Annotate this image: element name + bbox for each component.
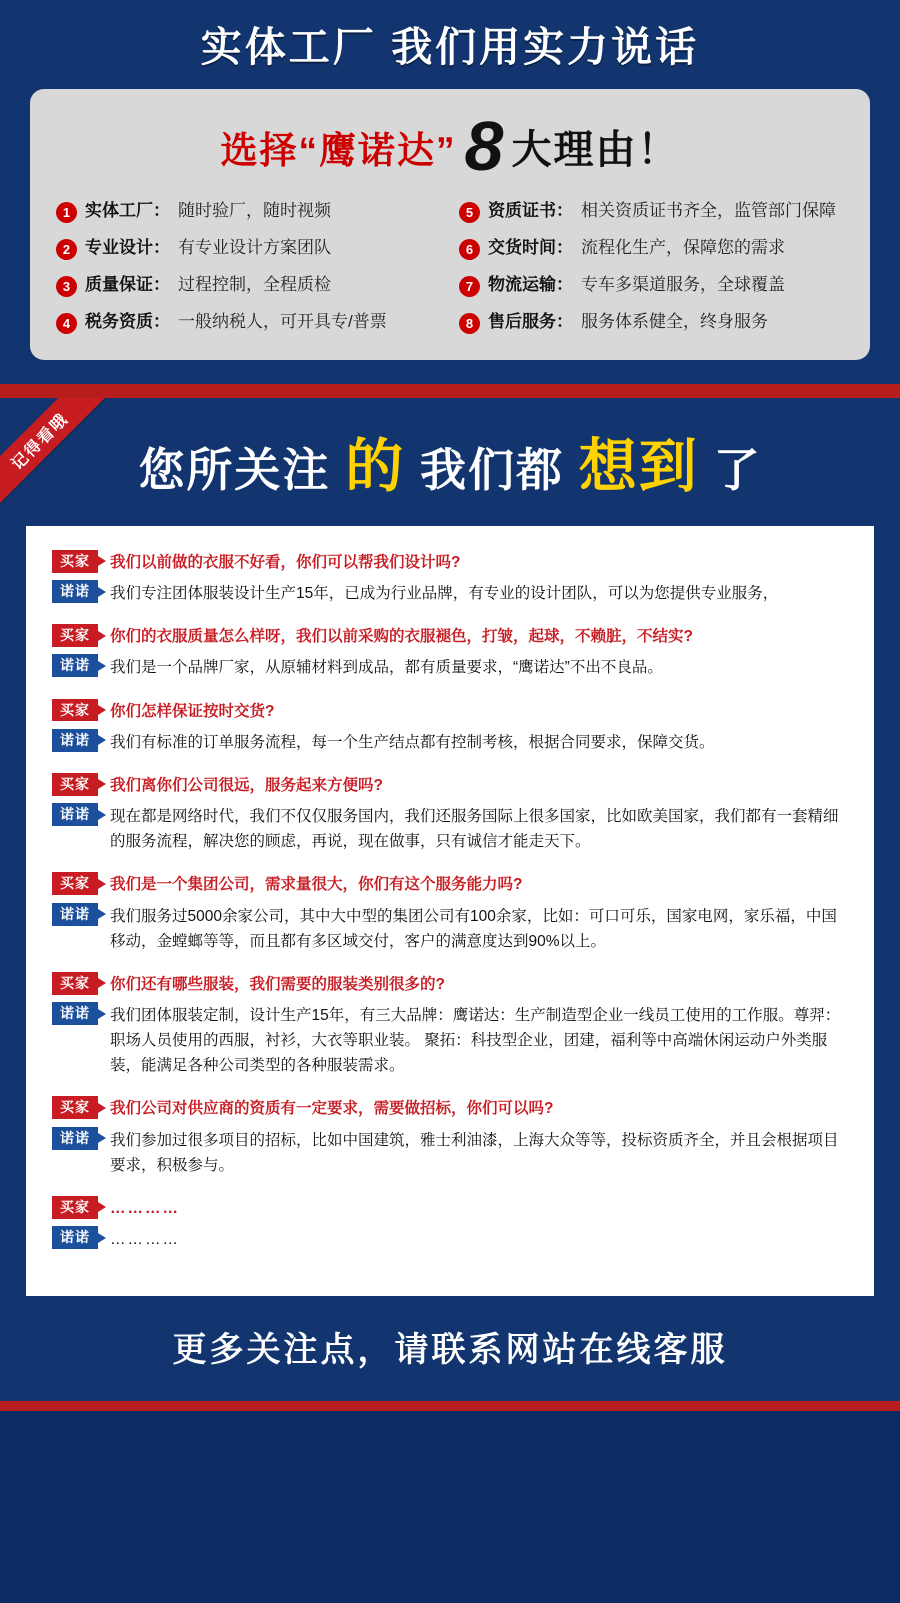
eight-reasons-card [30,89,870,360]
reason-label: 实体工厂： [85,201,170,221]
reason-text: 流程化生产，保障您的需求 [581,238,785,258]
faq-title-part-3: 我们都 [420,444,564,497]
faq-question-text: 你们的衣服质量怎么样呀，我们以前采购的衣服褪色，打皱，起球，不赖脏，不结实? [110,628,693,646]
reason-text: 过程控制，全程质检 [178,275,331,295]
reason-item [459,274,844,297]
faq-answer-line [52,580,848,606]
seller-tag: 诺诺 [52,1226,98,1249]
buyer-tag: 买家 [52,972,98,995]
reason-number-badge: 8 [459,313,480,334]
reason-label: 售后服务： [488,312,573,332]
reason-text: 相关资质证书齐全，监管部门保障 [581,201,836,221]
reason-number-badge: 1 [56,202,77,223]
buyer-tag: 买家 [52,1096,98,1119]
reason-label: 质量保证： [85,275,170,295]
reason-item [56,237,441,260]
faq-answer-line [52,1127,848,1178]
seller-tag: 诺诺 [52,903,98,926]
faq-answer-line [52,803,848,854]
faq-question-line [52,872,848,896]
reason-number-badge: 3 [56,276,77,297]
reason-item [56,200,441,223]
buyer-tag: 买家 [52,699,98,722]
faq-answer-line [52,729,848,755]
reason-item [459,311,844,334]
faq-question-text: 我们公司对供应商的资质有一定要求，需要做招标，你们可以吗? [110,1100,554,1118]
reason-item [56,311,441,334]
reason-text: 有专业设计方案团队 [178,238,331,258]
reason-label: 物流运输： [488,275,573,295]
faq-answer-line [52,654,848,680]
faq-card [26,526,874,1296]
faq-question-line [52,550,848,574]
buyer-tag: 买家 [52,773,98,796]
faq-question-line [52,1096,848,1120]
faq-answer-line [52,903,848,954]
reason-number-badge: 2 [56,239,77,260]
faq-question-text: 我们以前做的衣服不好看，你们可以帮我们设计吗? [110,553,461,571]
faq-section [0,398,900,1401]
seller-tag: 诺诺 [52,580,98,603]
reason-label: 交货时间： [488,238,573,258]
faq-question-text: 我们是一个集团公司，需求量很大，你们有这个服务能力吗? [110,876,523,894]
faq-section-title [0,398,900,526]
reasons-heading-prefix: 选择“鹰诺达” [220,129,457,171]
faq-title-part-1: 您所关注 [138,444,331,497]
faq-answer-text: 现在都是网络时代，我们不仅仅服务国内，我们还服务国际上很多国家，比如欧美国家，我们都有一套精细的服务流程，解决您的顾虑，再说，现在做事，只有诚信才能走天下。 [110,808,839,851]
reason-number-badge: 5 [459,202,480,223]
faq-question-text: 你们怎样保证按时交货? [110,702,275,720]
faq-item [52,872,848,953]
buyer-tag: 买家 [52,872,98,895]
seller-tag: 诺诺 [52,803,98,826]
faq-question-line [52,1196,848,1220]
faq-item [52,699,848,755]
faq-answer-text: 我们团体服装定制，设计生产15年，有三大品牌：鹰诺达：生产制造型企业一线员工使用的工作服。尊羿：职场人员使用的西服，衬衫，大衣等职业装。 聚拓：科技型企业，团建，福利等中高端休闲运动户外类服装，能满足各种公司类型的各种服装需求。 [110,1007,841,1075]
buyer-tag: 买家 [52,624,98,647]
faq-title-part-4: 想到 [578,434,699,500]
faq-item [52,1196,848,1252]
seller-tag: 诺诺 [52,1002,98,1025]
reason-item [459,200,844,223]
faq-answer-text: 我们是一个品牌厂家，从原辅材料到成品，都有质量要求，“鹰诺达”不出不良品。 [110,659,663,677]
faq-answer-text: 我们参加过很多项目的招标，比如中国建筑，雅士利油漆，上海大众等等，投标资质齐全，并且会根据项目要求，积极参与。 [110,1131,839,1174]
reason-text: 一般纳税人，可开具专/普票 [178,312,387,332]
reason-number-badge: 7 [459,276,480,297]
reasons-heading-suffix: 大理由！ [511,128,680,173]
faq-item [52,773,848,854]
reason-number-badge: 6 [459,239,480,260]
faq-question-line [52,624,848,648]
reason-text: 专车多渠道服务，全球覆盖 [581,275,785,295]
seller-tag: 诺诺 [52,654,98,677]
eight-reasons-heading [56,107,844,200]
reason-text: 随时验厂，随时视频 [178,201,331,221]
faq-answer-line [52,1002,848,1078]
reason-text: 服务体系健全，终身服务 [581,312,768,332]
buyer-tag: 买家 [52,550,98,573]
faq-item [52,624,848,680]
seller-tag: 诺诺 [52,1127,98,1150]
seller-tag: 诺诺 [52,729,98,752]
reasons-heading-number: 8 [464,107,504,186]
section-divider [0,384,900,398]
faq-item [52,1096,848,1177]
faq-title-part-2: 的 [345,434,406,500]
footer-cta: 更多关注点，请联系网站在线客服 [0,1296,900,1401]
reason-item [459,237,844,260]
reason-item [56,274,441,297]
faq-question-line [52,699,848,723]
factory-strength-section [0,0,900,384]
faq-item [52,972,848,1079]
reason-number-badge: 4 [56,313,77,334]
faq-answer-line [52,1226,848,1252]
faq-answer-text: 我们专注团体服装设计生产15年，已成为行业品牌，有专业的设计团队，可以为您提供专业服务， [110,585,779,603]
reason-label: 资质证书： [488,201,573,221]
reasons-grid [56,200,844,334]
bottom-bar [0,1401,900,1411]
reason-label: 税务资质： [85,312,170,332]
corner-ribbon: 记得看哦 [0,398,111,512]
reason-label: 专业设计： [85,238,170,258]
section1-headline: 实体工厂 我们用实力说话 [200,24,700,70]
faq-question-text: 我们离你们公司很远，服务起来方便吗? [110,776,383,794]
faq-question-line [52,773,848,797]
faq-answer-text: ………… [110,1231,180,1249]
faq-answer-text: 我们有标准的订单服务流程，每一个生产结点都有控制考核，根据合同要求，保障交货。 [110,733,715,751]
faq-item [52,550,848,606]
faq-question-text: 你们还有哪些服装，我们需要的服装类别很多的? [110,975,445,993]
faq-question-text: ………… [110,1199,180,1217]
buyer-tag: 买家 [52,1196,98,1219]
faq-question-line [52,972,848,996]
faq-answer-text: 我们服务过5000余家公司，其中大中型的集团公司有100余家，比如：可口可乐，国家电网，家乐福，中国移动，金螳螂等等，而且都有多区域交付，客户的满意度达到90%以上。 [110,907,837,950]
faq-title-part-5: 了 [713,444,762,497]
